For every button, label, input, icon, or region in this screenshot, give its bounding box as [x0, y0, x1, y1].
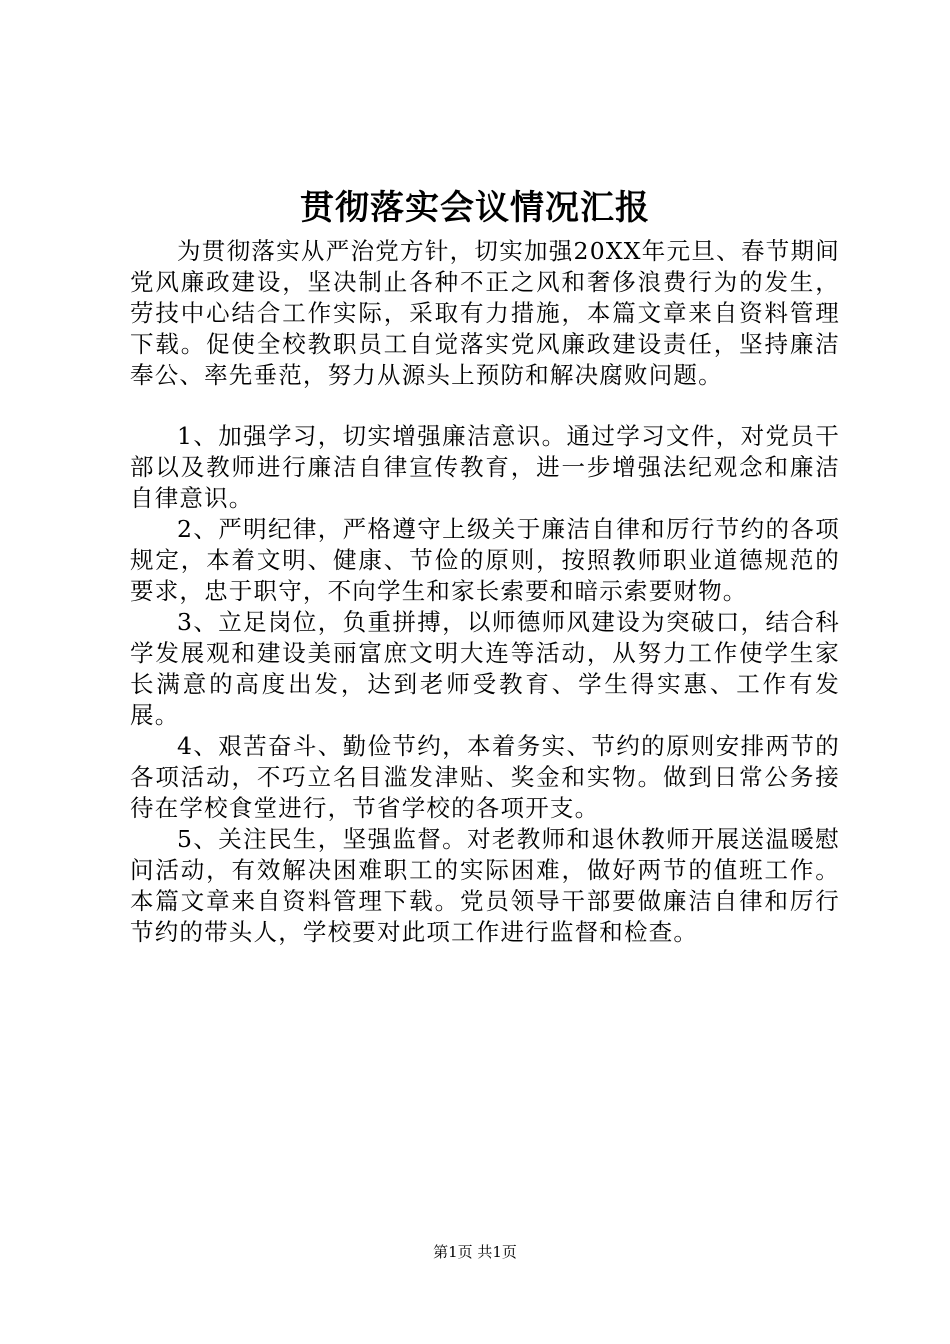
list-item-4: 4、艰苦奋斗、勤俭节约，本着务实、节约的原则安排两节的各项活动，不巧立名目滥发津贴、奖金和实物。做到日常公务接待在学校食堂进行，节省学校的各项开支。 [130, 732, 840, 822]
list-item-3: 3、立足岗位，负重拼搏，以师德师风建设为突破口，结合科学发展观和建设美丽富庶文明大连等活动，从努力工作使学生家长满意的高度出发，达到老师受教育、学生得实惠、工作有发展。 [130, 608, 840, 729]
intro-section [130, 236, 840, 391]
list-item-2: 2、严明纪律，严格遵守上级关于廉洁自律和厉行节约的各项规定，本着文明、健康、节俭的原则，按照教师职业道德规范的要求，忠于职守，不向学生和家长索要和暗示索要财物。 [130, 515, 840, 605]
intro-paragraph: 为贯彻落实从严治党方针，切实加强20XX年元旦、春节期间党风廉政建设，坚决制止各种不正之风和奢侈浪费行为的发生，劳技中心结合工作实际，采取有力措施，本篇文章来自资料管理下载。促使全校教职员工自觉落实党风廉政建设责任，坚持廉洁奉公、率先垂范，努力从源头上预防和解决腐败问题。 [130, 237, 840, 389]
list-item-5: 5、关注民生，坚强监督。对老教师和退休教师开展送温暖慰问活动，有效解决困难职工的实际困难，做好两节的值班工作。本篇文章来自资料管理下载。党员领导干部要做廉洁自律和厉行节约的带头人，学校要对此项工作进行监督和检查。 [130, 825, 840, 946]
page-footer: 第1页 共1页 [433, 1243, 517, 1261]
list-item-1: 1、加强学习，切实增强廉洁意识。通过学习文件，对党员干部以及教师进行廉洁自律宣传教育，进一步增强法纪观念和廉洁自律意识。 [130, 422, 840, 512]
item-list [130, 421, 840, 948]
page-title: 贯彻落实会议情况汇报 [300, 188, 650, 228]
